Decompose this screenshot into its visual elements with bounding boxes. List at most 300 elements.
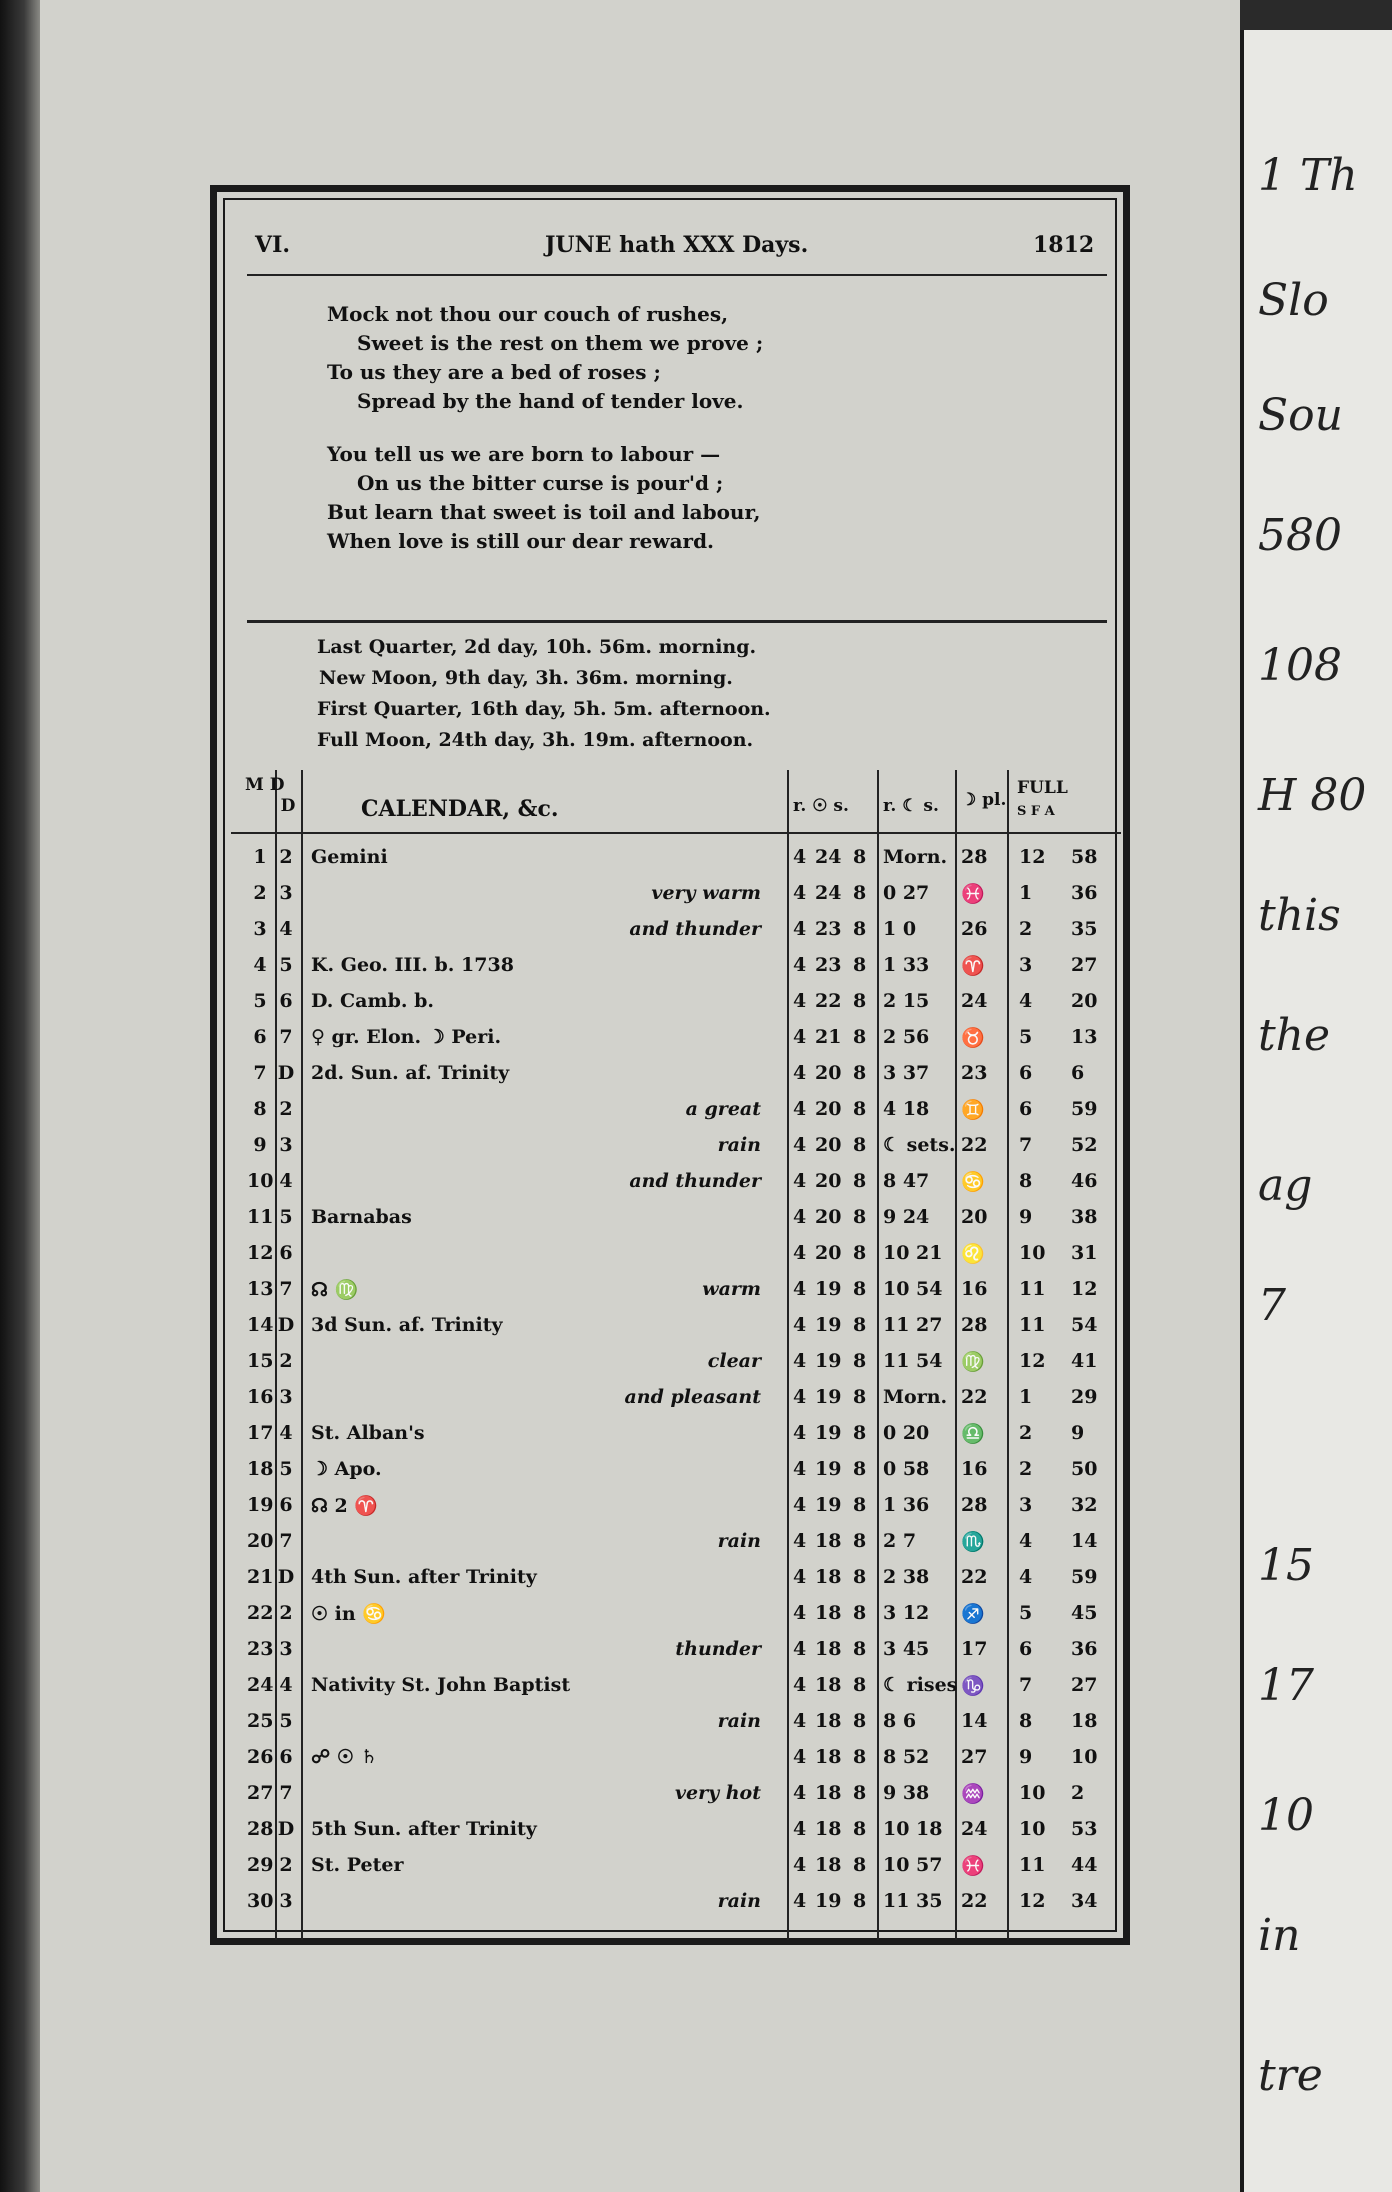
full-sea-hour: 10	[1019, 1242, 1046, 1264]
weather-note: rain	[717, 1710, 761, 1732]
sunrise-minute: 23	[815, 954, 842, 976]
sunrise-hour: 4	[793, 1890, 807, 1912]
full-sea-hour: 5	[1019, 1026, 1033, 1048]
moon-time: 9 24	[883, 1206, 930, 1228]
month-number: VI.	[255, 232, 291, 258]
moon-place: 28	[961, 1314, 988, 1336]
sunset-hour: 8	[853, 1818, 867, 1840]
full-sea-hour: 5	[1019, 1602, 1033, 1624]
sunrise-hour: 4	[793, 1422, 807, 1444]
sunrise-minute: 19	[815, 1890, 842, 1912]
col-head-moon: r. ☾ s.	[883, 796, 939, 816]
day-of-week: D	[277, 1314, 295, 1336]
full-sea-minute: 27	[1071, 1674, 1098, 1696]
full-sea-hour: 9	[1019, 1206, 1033, 1228]
calendar-event: 5th Sun. after Trinity	[311, 1818, 537, 1840]
calendar-table	[231, 770, 1121, 1940]
day-of-week: D	[277, 1566, 295, 1588]
sunrise-hour: 4	[793, 1242, 807, 1264]
full-sea-hour: 6	[1019, 1098, 1033, 1120]
sunrise-minute: 18	[815, 1746, 842, 1768]
calendar-event: St. Alban's	[311, 1422, 425, 1444]
full-sea-minute: 52	[1071, 1134, 1098, 1156]
moon-place: ♓	[961, 883, 985, 905]
full-sea-minute: 10	[1071, 1746, 1098, 1768]
table-row	[231, 840, 1121, 874]
poem-line: When love is still our dear reward.	[327, 529, 715, 553]
almanac-frame	[210, 185, 1130, 1945]
full-sea-hour: 7	[1019, 1134, 1033, 1156]
day-of-week: 6	[279, 1242, 293, 1264]
weather-note: warm	[702, 1278, 761, 1300]
moon-time: 10 54	[883, 1278, 943, 1300]
sunrise-minute: 18	[815, 1710, 842, 1732]
moon-place: 22	[961, 1566, 988, 1588]
calendar-event: Barnabas	[311, 1206, 412, 1228]
table-row	[231, 1884, 1121, 1918]
sunrise-minute: 20	[815, 1170, 842, 1192]
day-of-month: 25	[247, 1710, 274, 1732]
sunrise-hour: 4	[793, 882, 807, 904]
moon-time: 3 37	[883, 1062, 930, 1084]
day-of-week: 2	[279, 1350, 293, 1372]
full-sea-minute: 27	[1071, 954, 1098, 976]
day-of-week: 3	[279, 1638, 293, 1660]
col-head-md: M D	[245, 775, 285, 795]
table-row	[231, 1416, 1121, 1450]
col-head-wd: D	[280, 796, 296, 816]
sunset-hour: 8	[853, 1530, 867, 1552]
book-gutter	[0, 0, 40, 2192]
full-sea-minute: 12	[1071, 1278, 1098, 1300]
sunset-hour: 8	[853, 1566, 867, 1588]
day-of-week: 3	[279, 1134, 293, 1156]
moon-time: 1 36	[883, 1494, 930, 1516]
moon-time: 10 21	[883, 1242, 943, 1264]
sunrise-hour: 4	[793, 1494, 807, 1516]
sunset-hour: 8	[853, 1494, 867, 1516]
sunrise-hour: 4	[793, 1134, 807, 1156]
moon-time: 8 47	[883, 1170, 930, 1192]
full-sea-hour: 10	[1019, 1818, 1046, 1840]
sunrise-minute: 23	[815, 918, 842, 940]
sunrise-minute: 18	[815, 1782, 842, 1804]
sunrise-minute: 19	[815, 1314, 842, 1336]
table-row	[231, 1200, 1121, 1234]
sunrise-hour: 4	[793, 1674, 807, 1696]
moon-place: 24	[961, 990, 988, 1012]
calendar-event: ☊ ♍	[311, 1279, 359, 1301]
weather-note: and pleasant	[624, 1386, 761, 1408]
moon-time: 2 38	[883, 1566, 930, 1588]
moon-time: 1 0	[883, 918, 917, 940]
moon-time: 3 45	[883, 1638, 930, 1660]
full-sea-minute: 54	[1071, 1314, 1098, 1336]
weather-note: and thunder	[629, 1170, 761, 1192]
moon-place: ♓	[961, 1855, 985, 1877]
full-sea-hour: 8	[1019, 1710, 1033, 1732]
table-row	[231, 1056, 1121, 1090]
moon-place: ♈	[961, 955, 985, 977]
full-sea-hour: 4	[1019, 1566, 1033, 1588]
calendar-event: ♀ gr. Elon. ☽ Peri.	[311, 1026, 502, 1048]
full-sea-hour: 11	[1019, 1854, 1046, 1876]
sunrise-hour: 4	[793, 1746, 807, 1768]
month-title: JUNE hath XXX Days.	[545, 232, 809, 258]
day-of-week: 6	[279, 1746, 293, 1768]
day-of-week: 2	[279, 1602, 293, 1624]
day-of-month: 18	[247, 1458, 274, 1480]
sunrise-hour: 4	[793, 954, 807, 976]
sunrise-minute: 20	[815, 1098, 842, 1120]
sunset-hour: 8	[853, 1890, 867, 1912]
moon-place: 14	[961, 1710, 988, 1732]
table-row	[231, 1308, 1121, 1342]
moon-time: 2 56	[883, 1026, 930, 1048]
phase-line: New Moon, 9th day, 3h. 36m. morning.	[319, 667, 733, 689]
day-of-month: 19	[247, 1494, 274, 1516]
handwritten-line: this	[1258, 890, 1341, 941]
full-sea-minute: 18	[1071, 1710, 1098, 1732]
handwritten-line: 1 Th	[1258, 150, 1358, 201]
sunrise-minute: 19	[815, 1386, 842, 1408]
full-sea-minute: 35	[1071, 918, 1098, 940]
moon-place: ♍	[961, 1351, 985, 1373]
moon-time: 0 20	[883, 1422, 930, 1444]
full-sea-minute: 58	[1071, 846, 1098, 868]
handwritten-line: 580	[1258, 510, 1342, 561]
moon-time: 11 27	[883, 1314, 943, 1336]
full-sea-minute: 50	[1071, 1458, 1098, 1480]
day-of-week: 4	[279, 1422, 293, 1444]
full-sea-minute: 36	[1071, 882, 1098, 904]
sunrise-hour: 4	[793, 1710, 807, 1732]
sunrise-hour: 4	[793, 1206, 807, 1228]
weather-note: very hot	[674, 1782, 761, 1804]
moon-time: 11 35	[883, 1890, 943, 1912]
sunrise-hour: 4	[793, 1170, 807, 1192]
col-head-full-sub: S F A	[1017, 804, 1055, 819]
sunrise-hour: 4	[793, 1566, 807, 1588]
poem-line: Sweet is the rest on them we prove ;	[357, 331, 764, 355]
full-sea-hour: 2	[1019, 1422, 1033, 1444]
day-of-month: 15	[247, 1350, 274, 1372]
full-sea-hour: 12	[1019, 1350, 1046, 1372]
day-of-week: D	[277, 1818, 295, 1840]
moon-place: ♋	[961, 1171, 985, 1193]
full-sea-hour: 7	[1019, 1674, 1033, 1696]
weather-note: very warm	[651, 882, 761, 904]
sunset-hour: 8	[853, 1098, 867, 1120]
calendar-event: ☍ ☉ ♄	[311, 1746, 378, 1768]
day-of-week: 7	[279, 1530, 293, 1552]
moon-place: 22	[961, 1134, 988, 1156]
table-row	[231, 912, 1121, 946]
sunrise-hour: 4	[793, 1638, 807, 1660]
full-sea-minute: 29	[1071, 1386, 1098, 1408]
sunrise-minute: 22	[815, 990, 842, 1012]
sunrise-minute: 18	[815, 1530, 842, 1552]
moon-place: ♑	[961, 1675, 985, 1697]
sunset-hour: 8	[853, 1170, 867, 1192]
table-row	[231, 1632, 1121, 1666]
col-head-sun: r. ☉ s.	[793, 796, 849, 816]
weather-note: and thunder	[629, 918, 761, 940]
sunrise-minute: 21	[815, 1026, 842, 1048]
moon-time: 10 57	[883, 1854, 943, 1876]
sunrise-hour: 4	[793, 1386, 807, 1408]
phase-line: First Quarter, 16th day, 5h. 5m. afternoon.	[317, 698, 771, 720]
moon-place: 16	[961, 1458, 988, 1480]
moon-time: 0 27	[883, 882, 930, 904]
moon-place: ♒	[961, 1783, 985, 1805]
col-head-moon-place: ☽ pl.	[961, 790, 1007, 810]
table-row	[231, 1236, 1121, 1270]
moon-place: 24	[961, 1818, 988, 1840]
day-of-month: 1	[253, 846, 267, 868]
moon-time: 11 54	[883, 1350, 943, 1372]
table-row	[231, 1704, 1121, 1738]
full-sea-hour: 11	[1019, 1314, 1046, 1336]
table-row	[231, 948, 1121, 982]
table-row	[231, 1380, 1121, 1414]
day-of-week: 3	[279, 1890, 293, 1912]
sunset-hour: 8	[853, 1458, 867, 1480]
day-of-week: 5	[279, 1206, 293, 1228]
sunset-hour: 8	[853, 1602, 867, 1624]
moon-place: 23	[961, 1062, 988, 1084]
full-sea-hour: 11	[1019, 1278, 1046, 1300]
moon-time: 0 58	[883, 1458, 930, 1480]
moon-time: ☾ rises	[883, 1674, 958, 1696]
day-of-month: 27	[247, 1782, 274, 1804]
sunrise-hour: 4	[793, 1026, 807, 1048]
day-of-week: 5	[279, 1710, 293, 1732]
calendar-event: D. Camb. b.	[311, 990, 434, 1012]
year: 1812	[1033, 232, 1095, 258]
full-sea-minute: 13	[1071, 1026, 1098, 1048]
full-sea-minute: 44	[1071, 1854, 1098, 1876]
day-of-month: 17	[247, 1422, 274, 1444]
sunrise-minute: 18	[815, 1854, 842, 1876]
full-sea-hour: 2	[1019, 1458, 1033, 1480]
calendar-event: 3d Sun. af. Trinity	[311, 1314, 503, 1336]
sunset-hour: 8	[853, 1350, 867, 1372]
sunset-hour: 8	[853, 1278, 867, 1300]
sunset-hour: 8	[853, 1638, 867, 1660]
full-sea-minute: 14	[1071, 1530, 1098, 1552]
poem-line: On us the bitter curse is pour'd ;	[357, 471, 724, 495]
sunrise-minute: 19	[815, 1458, 842, 1480]
sunrise-hour: 4	[793, 1314, 807, 1336]
full-sea-hour: 6	[1019, 1638, 1033, 1660]
day-of-month: 28	[247, 1818, 274, 1840]
full-sea-hour: 10	[1019, 1782, 1046, 1804]
full-sea-minute: 9	[1071, 1422, 1085, 1444]
sunrise-hour: 4	[793, 1278, 807, 1300]
poem	[327, 300, 1027, 556]
calendar-event: K. Geo. III. b. 1738	[311, 954, 514, 976]
day-of-week: 3	[279, 1386, 293, 1408]
table-row	[231, 876, 1121, 910]
moon-phases	[317, 632, 1077, 756]
moon-place: 16	[961, 1278, 988, 1300]
full-sea-minute: 46	[1071, 1170, 1098, 1192]
moon-time: 8 6	[883, 1710, 917, 1732]
sunset-hour: 8	[853, 1134, 867, 1156]
day-of-month: 9	[253, 1134, 267, 1156]
moon-time: 4 18	[883, 1098, 930, 1120]
moon-place: ♊	[961, 1099, 985, 1121]
facing-page	[1240, 30, 1392, 2192]
sunset-hour: 8	[853, 1026, 867, 1048]
day-of-month: 29	[247, 1854, 274, 1876]
table-row	[231, 1452, 1121, 1486]
table-row	[231, 1668, 1121, 1702]
day-of-month: 8	[253, 1098, 267, 1120]
calendar-event: St. Peter	[311, 1854, 404, 1876]
day-of-month: 14	[247, 1314, 274, 1336]
table-row	[231, 1524, 1121, 1558]
sunrise-minute: 18	[815, 1638, 842, 1660]
full-sea-minute: 53	[1071, 1818, 1098, 1840]
page-header	[255, 232, 1095, 278]
handwritten-line: the	[1258, 1010, 1331, 1061]
full-sea-hour: 3	[1019, 954, 1033, 976]
day-of-month: 11	[247, 1206, 274, 1228]
table-row	[231, 1164, 1121, 1198]
full-sea-minute: 31	[1071, 1242, 1098, 1264]
sunset-hour: 8	[853, 1782, 867, 1804]
day-of-month: 23	[247, 1638, 274, 1660]
full-sea-hour: 2	[1019, 918, 1033, 940]
sunrise-hour: 4	[793, 1458, 807, 1480]
day-of-month: 12	[247, 1242, 274, 1264]
sunset-hour: 8	[853, 918, 867, 940]
day-of-week: 7	[279, 1782, 293, 1804]
table-row	[231, 984, 1121, 1018]
day-of-month: 20	[247, 1530, 274, 1552]
day-of-week: D	[277, 1062, 295, 1084]
sunrise-minute: 20	[815, 1206, 842, 1228]
moon-time: 3 12	[883, 1602, 930, 1624]
col-head-calendar: CALENDAR, &c.	[361, 796, 559, 822]
sunset-hour: 8	[853, 990, 867, 1012]
moon-place: ♌	[961, 1243, 985, 1265]
handwritten-line: in	[1258, 1910, 1301, 1961]
day-of-month: 10	[247, 1170, 274, 1192]
day-of-month: 2	[253, 882, 267, 904]
day-of-week: 7	[279, 1026, 293, 1048]
moon-place: 17	[961, 1638, 988, 1660]
moon-time: 8 52	[883, 1746, 930, 1768]
handwritten-line: 7	[1258, 1280, 1286, 1331]
sunrise-hour: 4	[793, 1098, 807, 1120]
moon-place: 28	[961, 846, 988, 868]
day-of-week: 4	[279, 1170, 293, 1192]
poem-line: Spread by the hand of tender love.	[357, 389, 744, 413]
col-head-full: FULL	[1017, 778, 1068, 798]
moon-time: 9 38	[883, 1782, 930, 1804]
sunset-hour: 8	[853, 954, 867, 976]
day-of-month: 13	[247, 1278, 274, 1300]
weather-note: thunder	[675, 1638, 761, 1660]
full-sea-hour: 9	[1019, 1746, 1033, 1768]
day-of-week: 3	[279, 882, 293, 904]
full-sea-hour: 4	[1019, 990, 1033, 1012]
sunset-hour: 8	[853, 1674, 867, 1696]
table-row	[231, 1272, 1121, 1306]
sunrise-minute: 24	[815, 882, 842, 904]
calendar-event: ☽ Apo.	[311, 1458, 382, 1480]
sunrise-minute: 20	[815, 1062, 842, 1084]
day-of-month: 24	[247, 1674, 274, 1696]
table-row	[231, 1020, 1121, 1054]
phase-line: Last Quarter, 2d day, 10h. 56m. morning.	[317, 636, 757, 658]
phase-line: Full Moon, 24th day, 3h. 19m. afternoon.	[317, 729, 754, 751]
full-sea-hour: 12	[1019, 1890, 1046, 1912]
table-row	[231, 1812, 1121, 1846]
table-row	[231, 1740, 1121, 1774]
table-row	[231, 1560, 1121, 1594]
moon-place: ♎	[961, 1423, 985, 1445]
poem-line: Mock not thou our couch of rushes,	[327, 302, 729, 326]
full-sea-minute: 20	[1071, 990, 1098, 1012]
day-of-month: 7	[253, 1062, 267, 1084]
sunrise-minute: 20	[815, 1242, 842, 1264]
weather-note: rain	[717, 1134, 761, 1156]
table-row	[231, 1596, 1121, 1630]
moon-place: 26	[961, 918, 988, 940]
handwritten-line: H 80	[1258, 770, 1367, 821]
sunrise-minute: 18	[815, 1602, 842, 1624]
full-sea-hour: 3	[1019, 1494, 1033, 1516]
moon-place: ♐	[961, 1603, 985, 1625]
full-sea-minute: 6	[1071, 1062, 1085, 1084]
full-sea-minute: 32	[1071, 1494, 1098, 1516]
moon-place: ♏	[961, 1531, 985, 1553]
sunrise-hour: 4	[793, 1062, 807, 1084]
day-of-week: 6	[279, 990, 293, 1012]
moon-time: ☾ sets.	[883, 1134, 956, 1156]
full-sea-hour: 6	[1019, 1062, 1033, 1084]
handwritten-line: 17	[1258, 1660, 1314, 1711]
moon-place: 27	[961, 1746, 988, 1768]
full-sea-hour: 1	[1019, 882, 1033, 904]
moon-time: 2 7	[883, 1530, 917, 1552]
day-of-month: 5	[253, 990, 267, 1012]
sunrise-minute: 18	[815, 1566, 842, 1588]
day-of-month: 3	[253, 918, 267, 940]
full-sea-minute: 45	[1071, 1602, 1098, 1624]
day-of-week: 4	[279, 1674, 293, 1696]
moon-place: 20	[961, 1206, 988, 1228]
full-sea-minute: 38	[1071, 1206, 1098, 1228]
moon-place: 22	[961, 1890, 988, 1912]
moon-time: Morn.	[883, 846, 948, 868]
day-of-week: 4	[279, 918, 293, 940]
calendar-event: ☉ in ♋	[311, 1603, 386, 1625]
handwritten-line: tre	[1258, 2050, 1323, 2101]
sunrise-minute: 19	[815, 1278, 842, 1300]
sunrise-hour: 4	[793, 918, 807, 940]
calendar-event: ☊ 2 ♈	[311, 1495, 378, 1517]
sunrise-hour: 4	[793, 846, 807, 868]
handwritten-line: 15	[1258, 1540, 1314, 1591]
sunrise-minute: 19	[815, 1422, 842, 1444]
day-of-month: 21	[247, 1566, 274, 1588]
day-of-week: 2	[279, 1098, 293, 1120]
